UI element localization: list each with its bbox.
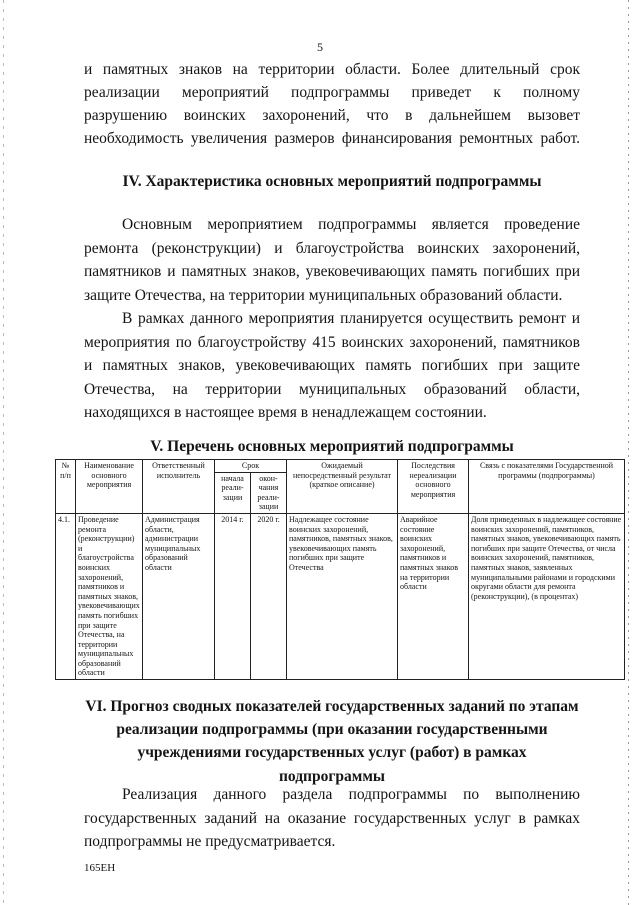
page-number: 5 (317, 40, 323, 54)
section-4-paragraph-2: В рамках данного мероприятия планируется осуществить ремонт и мероприятия по благоустройству 415 воинских захоронений, памятников и памятных знаков, увековечивающих память погибших при защите Отечества, на территории муниципальных образований области, находящихся в настоящее время в ненадлежащем состоянии. (84, 310, 580, 421)
table-header-row (56, 460, 625, 473)
table-row (56, 513, 625, 679)
header-num: № п/п (56, 460, 76, 514)
cell-link: Доля приведенных в надлежащее состояние воинских захоронений, памятников, памятных знаков, увековечивающих память погибших при защите Отечества, от числа воинских захоронений, памятников, памятных знаков, заявленных муниципальными районами и городскими округами области для ремонта (реконструкции), (в процентах) (469, 513, 625, 679)
header-expected: Ожидаемый непосредственный результат (краткое описание) (287, 460, 398, 514)
footer-code: 165ЕН (84, 862, 116, 874)
cell-responsible: Администрация области, администрации муниципальных образований области (143, 513, 215, 679)
cell-num: 4.1. (56, 513, 76, 679)
scan-edge-left (3, 0, 4, 905)
section-6-title-line-2: реализации подпрограммы (при оказании государственными (116, 721, 548, 738)
section-4-title: IV. Характеристика основных мероприятий подпрограммы (122, 173, 542, 190)
intro-line-3: разрушению воинских захоронений, что в дальнейшем вызовет (84, 107, 580, 124)
cell-end: 2020 г. (251, 513, 287, 679)
section-6-title-line-1: VI. Прогноз сводных показателей государственных заданий по этапам (85, 698, 579, 715)
header-responsible: Ответственный исполнитель (143, 460, 215, 514)
header-term: Срок (215, 460, 287, 473)
scan-edge-right (628, 0, 629, 905)
intro-line-2: реализации мероприятий подпрограммы приведет к полному (84, 84, 580, 101)
section-6-title-line-3: учреждениями государственных услуг (работ) в рамках подпрограммы (137, 744, 527, 785)
header-consequences: Последствия нереализации основного мероприятия (398, 460, 469, 514)
header-name: Наименование основного мероприятия (76, 460, 143, 514)
section-6-paragraph: Реализация данного раздела подпрограммы по выполнению государственных заданий на оказание государственных услуг в рамках подпрограммы не предусматривается. (84, 786, 580, 850)
cell-expected: Надлежащее состояние воинских захоронений, памятников, памятных знаков, увековечивающих память погибших при защите Отечества (287, 513, 398, 679)
section-5-title: V. Перечень основных мероприятий подпрограммы (150, 438, 514, 455)
header-link: Связь с показателями Государственной программы (подпрограммы) (469, 460, 625, 514)
cell-consequences: Аварийное состояние воинских захоронений, памятников и памятных знаков на территории области (398, 513, 469, 679)
cell-start: 2014 г. (215, 513, 251, 679)
activities-table (55, 459, 625, 680)
header-term-start: начала реали-зации (215, 472, 251, 513)
intro-line-1: и памятных знаков на территории области. Более длительный срок (84, 61, 580, 78)
intro-line-4: необходимость увеличения размеров финансирования ремонтных работ. (84, 130, 580, 147)
cell-name: Проведение ремонта (реконструкции) и благоустройства воинских захоронений, памятников и памятных знаков, увековечивающих память погибших при защите Отечества, на территории муниципальных образований области (76, 513, 143, 679)
section-4-paragraph-1: Основным мероприятием подпрограммы является проведение ремонта (реконструкции) и благоустройства воинских захоронений, памятников и памятных знаков, увековечивающих память погибших при защите Отечества, на территории муниципальных образований области. (84, 216, 580, 304)
header-term-end: окон-чания реали-зации (251, 472, 287, 513)
